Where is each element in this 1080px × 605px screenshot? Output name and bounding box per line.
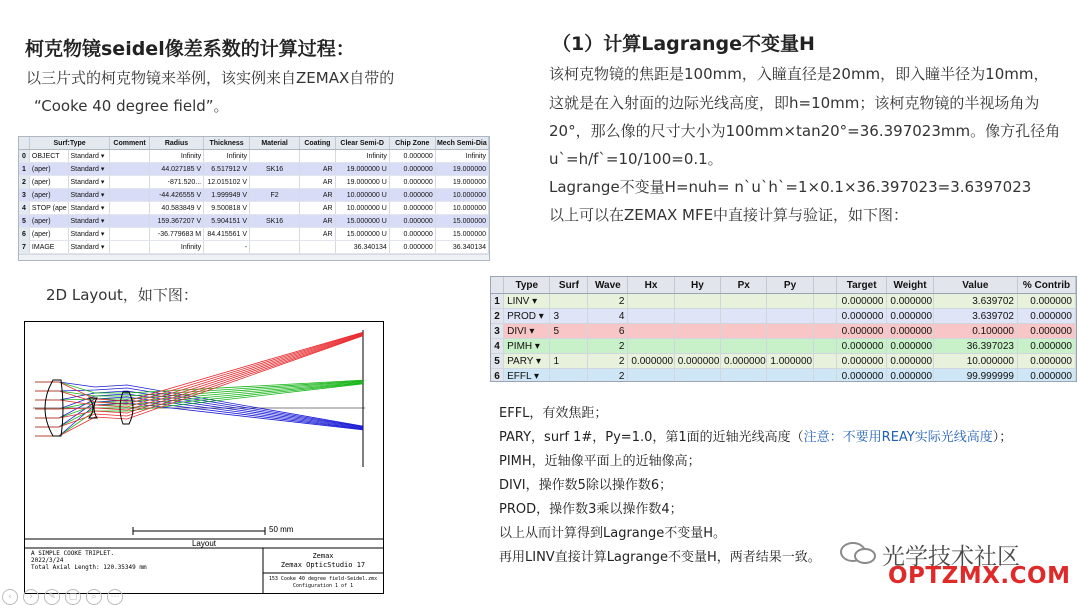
mfe-row[interactable] bbox=[491, 369, 1076, 383]
mfe-cell-surf[interactable]: 3 bbox=[550, 309, 588, 324]
lens-data-header bbox=[19, 137, 489, 150]
mfe-cell-wave[interactable]: 2 bbox=[588, 294, 628, 309]
lens-row[interactable] bbox=[19, 163, 489, 176]
next-icon[interactable]: › bbox=[23, 589, 39, 605]
lens-cell-idx: 6 bbox=[19, 228, 29, 241]
mfe-cell-blank[interactable] bbox=[813, 339, 836, 354]
lens-cell-material[interactable] bbox=[250, 202, 300, 215]
config-label: Configuration 1 of 1 bbox=[292, 583, 354, 589]
intro-line-2: “Cooke 40 degree field”。 bbox=[34, 97, 229, 115]
lens-cell-coating[interactable]: AR bbox=[300, 176, 335, 189]
lens-cell-radius[interactable]: -871.520... bbox=[149, 176, 203, 189]
mfe-cell-idx: 2 bbox=[491, 309, 504, 324]
lens-data-table bbox=[18, 136, 490, 261]
col-thickness[interactable]: Thickness bbox=[204, 137, 250, 150]
lens-cell-idx: 3 bbox=[19, 189, 29, 202]
note-pary-end: ）； bbox=[992, 430, 1013, 445]
col-radius[interactable]: Radius bbox=[149, 137, 203, 150]
mfe-cell-type[interactable]: PARY ▾ bbox=[504, 354, 550, 369]
mfe-col-wave[interactable]: Wave bbox=[588, 277, 628, 294]
lens-cell-surf[interactable]: (aper) bbox=[29, 163, 68, 176]
col-surf-type[interactable]: Surf:Type bbox=[29, 137, 109, 150]
lens-cell-material[interactable] bbox=[250, 176, 300, 189]
mfe-cell-py[interactable]: 1.000000 bbox=[767, 354, 813, 369]
mfe-cell-py[interactable] bbox=[767, 339, 813, 354]
lens-cell-mech[interactable]: Infinity bbox=[435, 150, 488, 163]
para-4: u`=h/f`=10/100=0.1。 bbox=[549, 150, 723, 168]
lens-cell-chip[interactable]: 0.000000 bbox=[389, 228, 435, 241]
lens-cell-thickness[interactable]: 84.415561 V bbox=[204, 228, 250, 241]
mfe-cell-target[interactable]: 0.000000 bbox=[836, 369, 887, 383]
lens-cell-chip[interactable]: 0.000000 bbox=[389, 202, 435, 215]
mfe-cell-idx: 5 bbox=[491, 354, 504, 369]
mfe-col-type[interactable]: Type bbox=[504, 277, 550, 294]
note-effl: EFFL，有效焦距； bbox=[499, 406, 608, 421]
lens-cell-mech[interactable]: 19.000000 bbox=[435, 163, 488, 176]
lens-cell-chip[interactable]: 0.000000 bbox=[389, 150, 435, 163]
mfe-cell-px[interactable]: 0.000000 bbox=[721, 354, 767, 369]
lens-cell-material[interactable] bbox=[250, 228, 300, 241]
mfe-cell-blank[interactable] bbox=[813, 324, 836, 339]
lens-cell-clear[interactable]: Infinity bbox=[335, 150, 389, 163]
col-coating[interactable]: Coating bbox=[300, 137, 335, 150]
mfe-cell-surf[interactable] bbox=[550, 369, 588, 383]
mfe-row[interactable] bbox=[491, 309, 1076, 324]
mfe-row[interactable] bbox=[491, 354, 1076, 369]
prev-icon[interactable]: ‹ bbox=[2, 589, 18, 605]
lens-cell-material[interactable]: F2 bbox=[250, 189, 300, 202]
lens-cell-type[interactable]: Standard ▾ bbox=[68, 215, 110, 228]
brand-name: Zemax bbox=[312, 552, 334, 560]
lens-cell-clear[interactable]: 10.000000 U bbox=[335, 202, 389, 215]
info-date: 2022/3/24 bbox=[31, 557, 64, 564]
col-comment[interactable]: Comment bbox=[110, 137, 150, 150]
info-axial-length: Total Axial Length: 120.35349 mm bbox=[31, 564, 147, 571]
lens-row[interactable] bbox=[19, 241, 489, 254]
lens-row[interactable] bbox=[19, 215, 489, 228]
lens-cell-idx: 4 bbox=[19, 202, 29, 215]
mfe-cell-blank[interactable] bbox=[813, 294, 836, 309]
brand-product: Zemax OpticStudio 17 bbox=[280, 561, 366, 569]
note-divi: DIVI，操作数5除以操作数6； bbox=[499, 478, 673, 493]
mfe-cell-blank[interactable] bbox=[813, 369, 836, 383]
lens-cell-idx: 5 bbox=[19, 215, 29, 228]
note-prod: PROD，操作数3乘以操作数4； bbox=[499, 502, 683, 517]
lens-cell-type[interactable]: Standard ▾ bbox=[68, 150, 110, 163]
mfe-cell-px[interactable] bbox=[721, 339, 767, 354]
lens-cell-thickness[interactable]: 6.517912 V bbox=[204, 163, 250, 176]
lens-cell-thickness[interactable]: 9.500818 V bbox=[204, 202, 250, 215]
lens-cell-clear[interactable]: 36.340134 bbox=[335, 241, 389, 254]
mfe-cell-px[interactable] bbox=[721, 324, 767, 339]
layout-info-block bbox=[31, 550, 147, 571]
lens-cell-idx: 0 bbox=[19, 150, 29, 163]
lens-cell-surf[interactable]: STOP (ape bbox=[29, 202, 68, 215]
mfe-col-target[interactable]: Target bbox=[836, 277, 887, 294]
mfe-cell-type[interactable]: LINV ▾ bbox=[504, 294, 550, 309]
mfe-cell-hy[interactable] bbox=[674, 309, 720, 324]
mfe-col-surf[interactable]: Surf bbox=[550, 277, 588, 294]
mfe-cell-py[interactable] bbox=[767, 369, 813, 383]
mfe-cell-contrib[interactable]: 0.000000 bbox=[1017, 294, 1075, 309]
lens-cell-mech[interactable]: 19.000000 bbox=[435, 176, 488, 189]
mfe-cell-hx[interactable] bbox=[628, 294, 674, 309]
lens-cell-comment[interactable] bbox=[110, 215, 150, 228]
lens-cell-idx: 2 bbox=[19, 176, 29, 189]
file-block bbox=[263, 576, 383, 590]
mfe-cell-px[interactable] bbox=[721, 294, 767, 309]
lens-cell-type[interactable]: Standard ▾ bbox=[68, 189, 110, 202]
lens-cell-chip[interactable]: 0.000000 bbox=[389, 189, 435, 202]
mfe-cell-idx: 1 bbox=[491, 294, 504, 309]
mfe-cell-value[interactable]: 3.639702 bbox=[933, 294, 1017, 309]
mfe-cell-wave[interactable]: 2 bbox=[588, 369, 628, 383]
mfe-col-hx[interactable]: Hx bbox=[628, 277, 674, 294]
lens-cell-clear[interactable]: 19.000000 U bbox=[335, 163, 389, 176]
lens-cell-thickness[interactable]: - bbox=[204, 241, 250, 254]
col-material[interactable]: Material bbox=[250, 137, 300, 150]
lens-cell-mech[interactable]: 36.340134 bbox=[435, 241, 488, 254]
mfe-row[interactable] bbox=[491, 339, 1076, 354]
right-title: （1）计算Lagrange不变量H bbox=[552, 33, 815, 55]
note-linv: 再用LINV直接计算Lagrange不变量H，两者结果一致。 bbox=[499, 550, 821, 565]
lens-cell-mech[interactable]: 10.000000 bbox=[435, 202, 488, 215]
lens-data-scrollbar[interactable] bbox=[19, 254, 489, 261]
ray-fans bbox=[35, 332, 363, 436]
lens-cell-mech[interactable]: 15.000000 bbox=[435, 215, 488, 228]
mfe-cell-wave[interactable]: 4 bbox=[588, 309, 628, 324]
lens-cell-coating[interactable]: AR bbox=[300, 228, 335, 241]
mfe-cell-blank[interactable] bbox=[813, 309, 836, 324]
mfe-row[interactable] bbox=[491, 324, 1076, 339]
mfe-cell-hy[interactable]: 0.000000 bbox=[674, 354, 720, 369]
lens-cell-surf[interactable]: (aper) bbox=[29, 176, 68, 189]
mfe-cell-idx: 4 bbox=[491, 339, 504, 354]
mfe-cell-surf[interactable] bbox=[550, 294, 588, 309]
lens-row[interactable] bbox=[19, 228, 489, 241]
mfe-cell-hy[interactable] bbox=[674, 369, 720, 383]
mfe-col-value[interactable]: Value bbox=[933, 277, 1017, 294]
lens-cell-radius[interactable]: Infinity bbox=[149, 241, 203, 254]
note-result: 以上从而计算得到Lagrange不变量H。 bbox=[499, 526, 727, 541]
lens-cell-surf[interactable]: (aper) bbox=[29, 228, 68, 241]
mfe-cell-blank[interactable] bbox=[813, 354, 836, 369]
watermark-text: 光学技术社区 bbox=[882, 544, 1020, 570]
more-icon[interactable]: ⋯ bbox=[107, 589, 123, 605]
wechat-icon bbox=[838, 540, 878, 566]
mfe-cell-hy[interactable] bbox=[674, 294, 720, 309]
lens-row[interactable] bbox=[19, 202, 489, 215]
lens-cell-thickness[interactable]: 1.999949 V bbox=[204, 189, 250, 202]
scale-label: 50 mm bbox=[269, 525, 294, 534]
mfe-cell-value[interactable]: 10.000000 bbox=[933, 354, 1017, 369]
para-1: 该柯克物镜的焦距是100mm，入瞳直径是20mm，即入瞳半径为10mm， bbox=[549, 65, 1049, 83]
intro-line-1: 以三片式的柯克物镜来举例，该实例来自ZEMAX自带的 bbox=[26, 69, 395, 87]
file-name: 153 Cooke 40 degree field-Seidel.zmx bbox=[268, 576, 378, 582]
mfe-cell-contrib[interactable]: 0.000000 bbox=[1017, 324, 1075, 339]
lens-cell-radius[interactable]: -44.426555 V bbox=[149, 189, 203, 202]
mfe-cell-type[interactable]: PIMH ▾ bbox=[504, 339, 550, 354]
para-6: 以上可以在ZEMAX MFE中直接计算与验证，如下图： bbox=[549, 206, 909, 224]
info-title: A SIMPLE COOKE TRIPLET. bbox=[31, 550, 115, 557]
mfe-cell-target[interactable]: 0.000000 bbox=[836, 354, 887, 369]
mfe-cell-type[interactable]: DIVI ▾ bbox=[504, 324, 550, 339]
lens-cell-coating[interactable]: AR bbox=[300, 202, 335, 215]
mfe-row[interactable] bbox=[491, 294, 1076, 309]
lens-cell-coating[interactable] bbox=[300, 150, 335, 163]
ray-red bbox=[35, 335, 363, 418]
lens-cell-material[interactable]: SK16 bbox=[250, 163, 300, 176]
lens-cell-chip[interactable]: 0.000000 bbox=[389, 215, 435, 228]
mfe-cell-weight[interactable]: 0.000000 bbox=[887, 354, 933, 369]
lens-cell-type[interactable]: Standard ▾ bbox=[68, 176, 110, 189]
mfe-cell-target[interactable]: 0.000000 bbox=[836, 294, 887, 309]
mfe-cell-py[interactable] bbox=[767, 324, 813, 339]
mfe-cell-py[interactable] bbox=[767, 309, 813, 324]
mfe-cell-surf[interactable] bbox=[550, 339, 588, 354]
lens-cell-coating[interactable]: AR bbox=[300, 189, 335, 202]
lens-row[interactable] bbox=[19, 189, 489, 202]
lens-cell-surf[interactable]: OBJECT bbox=[29, 150, 68, 163]
merit-function-editor bbox=[490, 276, 1077, 382]
search-icon[interactable]: ⌕ bbox=[86, 589, 102, 605]
mfe-cell-wave[interactable]: 2 bbox=[588, 339, 628, 354]
col-mech-semi-dia[interactable]: Mech Semi-Dia bbox=[435, 137, 488, 150]
mfe-cell-py[interactable] bbox=[767, 294, 813, 309]
mfe-cell-value[interactable]: 99.999999 bbox=[933, 369, 1017, 383]
lens-cell-comment[interactable] bbox=[110, 241, 150, 254]
mfe-cell-type[interactable]: PROD ▾ bbox=[504, 309, 550, 324]
mfe-cell-surf[interactable]: 1 bbox=[550, 354, 588, 369]
mfe-cell-target[interactable]: 0.000000 bbox=[836, 309, 887, 324]
lens-cell-chip[interactable]: 0.000000 bbox=[389, 241, 435, 254]
slide-toolbar bbox=[2, 584, 128, 605]
mfe-cell-weight[interactable]: 0.000000 bbox=[887, 339, 933, 354]
lens-cell-coating[interactable]: AR bbox=[300, 163, 335, 176]
col-chip-zone[interactable]: Chip Zone bbox=[389, 137, 435, 150]
note-pary-warning: 注意：不要用REAY实际光线高度 bbox=[803, 430, 993, 445]
note-pary-text: PARY，surf 1#，Py=1.0，第1面的近轴光线高度（ bbox=[499, 430, 804, 445]
note-pary bbox=[499, 426, 1012, 445]
lens-cell-surf[interactable]: (aper) bbox=[29, 189, 68, 202]
mfe-cell-weight[interactable]: 0.000000 bbox=[887, 324, 933, 339]
lens-cell-comment[interactable] bbox=[110, 163, 150, 176]
lens-cell-radius[interactable]: 40.583849 V bbox=[149, 202, 203, 215]
lens-cell-thickness[interactable]: Infinity bbox=[204, 150, 250, 163]
lens-cell-coating[interactable] bbox=[300, 241, 335, 254]
lens-row[interactable] bbox=[19, 176, 489, 189]
lens-cell-idx: 7 bbox=[19, 241, 29, 254]
mfe-cell-idx: 6 bbox=[491, 369, 504, 383]
mfe-cell-weight[interactable]: 0.000000 bbox=[887, 309, 933, 324]
lens-cell-mech[interactable]: 15.000000 bbox=[435, 228, 488, 241]
layout-caption: 2D Layout，如下图： bbox=[46, 286, 198, 304]
lens-cell-comment[interactable] bbox=[110, 176, 150, 189]
mfe-cell-hx[interactable] bbox=[628, 369, 674, 383]
col-clear-semi-dia[interactable]: Clear Semi-D bbox=[335, 137, 389, 150]
mfe-cell-target[interactable]: 0.000000 bbox=[836, 339, 887, 354]
mfe-col-hy[interactable]: Hy bbox=[674, 277, 720, 294]
lens-cell-type[interactable]: Standard ▾ bbox=[68, 163, 110, 176]
mfe-cell-target[interactable]: 0.000000 bbox=[836, 324, 887, 339]
lens-cell-surf[interactable]: IMAGE bbox=[29, 241, 68, 254]
mfe-col-contrib[interactable]: % Contrib bbox=[1017, 277, 1075, 294]
mfe-cell-contrib[interactable]: 0.000000 bbox=[1017, 369, 1075, 383]
left-title: 柯克物镜seidel像差系数的计算过程： bbox=[25, 38, 355, 60]
watermark-url: OPTZMX.COM bbox=[888, 563, 1071, 589]
mfe-col-py[interactable]: Py bbox=[767, 277, 813, 294]
lens-cell-radius[interactable]: 44.027185 V bbox=[149, 163, 203, 176]
lens-cell-coating[interactable]: AR bbox=[300, 215, 335, 228]
mfe-cell-contrib[interactable]: 0.000000 bbox=[1017, 339, 1075, 354]
layout-panel-title: Layout bbox=[191, 539, 217, 548]
mfe-cell-wave[interactable]: 6 bbox=[588, 324, 628, 339]
lens-cell-clear[interactable]: 10.000000 U bbox=[335, 189, 389, 202]
pen-icon[interactable]: ✎ bbox=[44, 589, 60, 605]
mfe-cell-idx: 3 bbox=[491, 324, 504, 339]
mfe-cell-wave[interactable]: 2 bbox=[588, 354, 628, 369]
mfe-cell-weight[interactable]: 0.000000 bbox=[887, 369, 933, 383]
lens-cell-mech[interactable]: 10.000000 bbox=[435, 189, 488, 202]
lens-cell-type[interactable]: Standard ▾ bbox=[68, 241, 110, 254]
mfe-cell-hx[interactable] bbox=[628, 309, 674, 324]
lens-cell-radius[interactable]: 159.367207 V bbox=[149, 215, 203, 228]
lens-cell-thickness[interactable]: 5.904151 V bbox=[204, 215, 250, 228]
lens-cell-thickness[interactable]: 12.015102 V bbox=[204, 176, 250, 189]
lens-cell-type[interactable]: Standard ▾ bbox=[68, 202, 110, 215]
lens-cell-comment[interactable] bbox=[110, 228, 150, 241]
note-pimh: PIMH，近轴像平面上的近轴像高； bbox=[499, 454, 701, 469]
mfe-header bbox=[491, 277, 1076, 294]
mfe-cell-contrib[interactable]: 0.000000 bbox=[1017, 309, 1075, 324]
lens-cell-comment[interactable] bbox=[110, 202, 150, 215]
mfe-cell-hy[interactable] bbox=[674, 324, 720, 339]
mfe-cell-hy[interactable] bbox=[674, 339, 720, 354]
para-2: 这就是在入射面的边际光线高度，即h=10mm；该柯克物镜的半视场角为 bbox=[549, 94, 1040, 112]
lens-cell-comment[interactable] bbox=[110, 189, 150, 202]
mfe-cell-hx[interactable]: 0.000000 bbox=[628, 354, 674, 369]
brand-block bbox=[263, 552, 383, 570]
mfe-cell-surf[interactable]: 5 bbox=[550, 324, 588, 339]
mfe-cell-hx[interactable] bbox=[628, 324, 674, 339]
mfe-col-weight[interactable]: Weight bbox=[887, 277, 933, 294]
mfe-cell-hx[interactable] bbox=[628, 339, 674, 354]
lens-cell-clear[interactable]: 15.000000 U bbox=[335, 215, 389, 228]
mfe-col-px[interactable]: Px bbox=[721, 277, 767, 294]
lens-cell-chip[interactable]: 0.000000 bbox=[389, 163, 435, 176]
mfe-cell-value[interactable]: 3.639702 bbox=[933, 309, 1017, 324]
mfe-cell-weight[interactable]: 0.000000 bbox=[887, 294, 933, 309]
lens-cell-clear[interactable]: 19.000000 U bbox=[335, 176, 389, 189]
para-3: 20°，那么像的尺寸大小为100mm×tan20°=36.397023mm。像方孔径角 bbox=[549, 122, 1061, 140]
lens-cell-surf[interactable]: (aper) bbox=[29, 215, 68, 228]
lens-cell-clear[interactable]: 15.000000 U bbox=[335, 228, 389, 241]
copy-icon[interactable]: ▢ bbox=[65, 589, 81, 605]
lens-cell-idx: 1 bbox=[19, 163, 29, 176]
lens-cell-radius[interactable]: -36.779683 M bbox=[149, 228, 203, 241]
mfe-col-blank bbox=[813, 277, 836, 294]
mfe-cell-type[interactable]: EFFL ▾ bbox=[504, 369, 550, 383]
lens-cell-comment[interactable] bbox=[110, 150, 150, 163]
para-5: Lagrange不变量H=nuh= n`u`h`=1×0.1×36.397023=3.6397023 bbox=[549, 178, 1032, 196]
mfe-cell-value[interactable]: 36.397023 bbox=[933, 339, 1017, 354]
mfe-cell-value[interactable]: 0.100000 bbox=[933, 324, 1017, 339]
lens-cell-type[interactable]: Standard ▾ bbox=[68, 228, 110, 241]
layout-2d-plot bbox=[24, 321, 384, 594]
mfe-cell-contrib[interactable]: 0.000000 bbox=[1017, 354, 1075, 369]
mfe-cell-px[interactable] bbox=[721, 369, 767, 383]
lens-cell-material[interactable] bbox=[250, 241, 300, 254]
lens-cell-material[interactable] bbox=[250, 150, 300, 163]
lens-row[interactable] bbox=[19, 150, 489, 163]
lens-cell-chip[interactable]: 0.000000 bbox=[389, 176, 435, 189]
mfe-cell-px[interactable] bbox=[721, 309, 767, 324]
lens-cell-material[interactable]: SK16 bbox=[250, 215, 300, 228]
lens-cell-radius[interactable]: Infinity bbox=[149, 150, 203, 163]
